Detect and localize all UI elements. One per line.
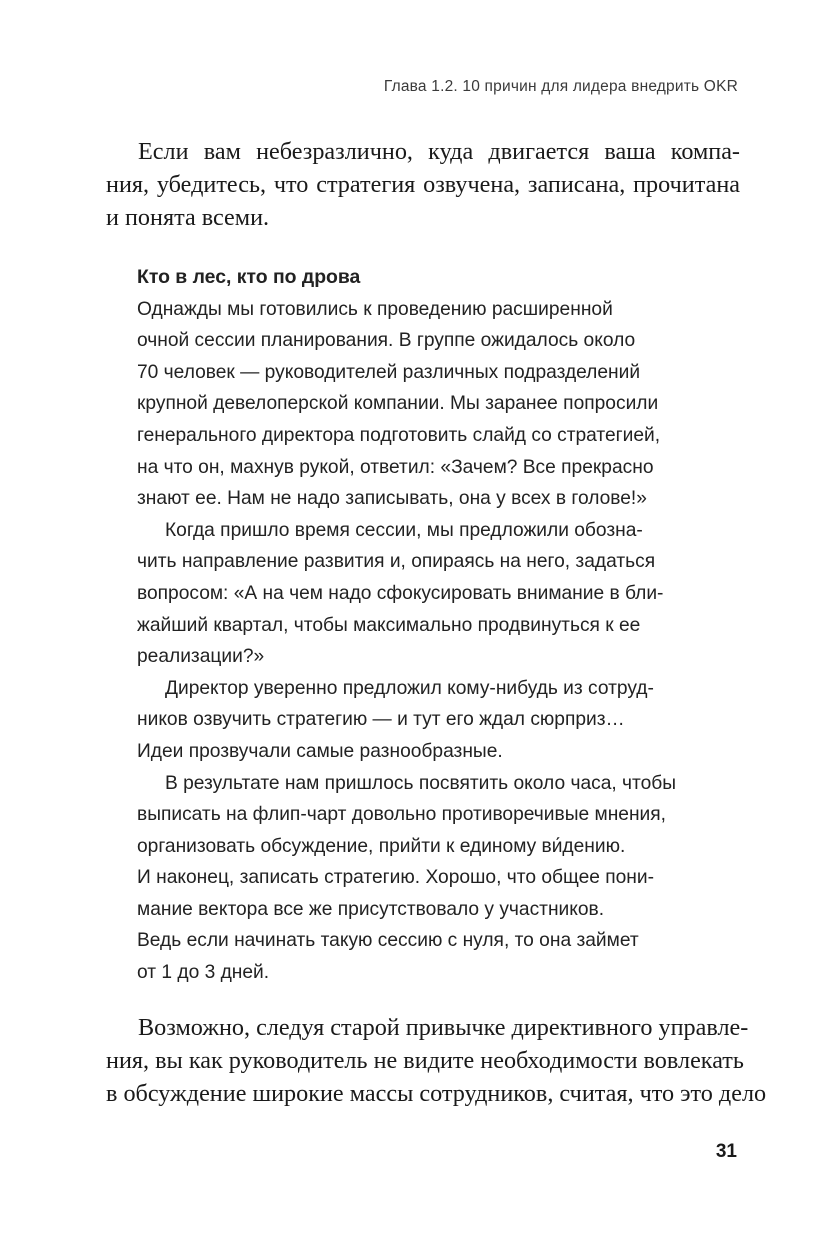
case-line: генерального директора подготовить слайд со стратегией, — [137, 424, 661, 446]
case-line: ников озвучить стратегию — и тут его ждал сюрприз… — [137, 709, 625, 731]
case-line: мание вектора все же присутствовало у участников. — [137, 898, 605, 920]
case-line: Ведь если начинать такую сессию с нуля, то она займет — [137, 930, 639, 952]
closing-paragraph — [106, 1011, 767, 1110]
case-line: Идеи прозвучали самые разнообразные. — [137, 740, 503, 762]
case-line: И наконец, записать стратегию. Хорошо, что общее пони- — [137, 867, 655, 889]
closing-line: Возможно, следуя старой привычке директивного управле- — [138, 1014, 749, 1041]
running-header: Глава 1.2. 10 причин для лидера внедрить OKR — [383, 78, 738, 95]
case-line: Когда пришло время сессии, мы предложили обозна- — [165, 519, 643, 541]
case-line: знают ее. Нам не надо записывать, она у всех в голове!» — [137, 488, 647, 510]
case-line: вопросом: «А на чем надо сфокусировать внимание в бли- — [137, 582, 664, 604]
case-study-title: Кто в лес, кто по дрова — [137, 266, 361, 288]
case-line: В результате нам пришлось посвятить около часа, чтобы — [165, 772, 677, 794]
closing-line: в обсуждение широкие массы сотрудников, считая, что это дело — [106, 1080, 767, 1107]
page-number: 31 — [715, 1141, 737, 1162]
case-line: крупной девелоперской компании. Мы заранее попросили — [137, 393, 659, 415]
intro-line: Если вам небезразлично, куда двигается ваша компа- — [138, 138, 740, 165]
case-study-box — [137, 262, 738, 989]
case-line: выписать на флип-чарт довольно противоречивые мнения, — [137, 804, 666, 826]
case-line: от 1 до 3 дней. — [137, 962, 270, 984]
intro-paragraph — [106, 135, 740, 234]
case-line: очной сессии планирования. В группе ожидалось около — [137, 330, 636, 352]
case-line: чить направление развития и, опираясь на него, задаться — [137, 551, 656, 573]
case-line: реализации?» — [137, 646, 265, 668]
intro-line: ния, убедитесь, что стратегия озвучена, записана, прочитана — [106, 171, 740, 198]
closing-line: ния, вы как руководитель не видите необходимости вовлекать — [106, 1047, 744, 1074]
case-line: на что он, махнув рукой, ответил: «Зачем? Все прекрасно — [137, 456, 654, 478]
case-line: 70 человек — руководителей различных подразделений — [137, 361, 641, 383]
case-line: организовать обсуждение, прийти к единому ви́дению. — [137, 835, 626, 857]
case-line: Однажды мы готовились к проведению расширенной — [137, 298, 613, 320]
intro-line: и понята всеми. — [106, 204, 270, 231]
case-line: жайший квартал, чтобы максимально продвинуться к ее — [137, 614, 641, 636]
case-line: Директор уверенно предложил кому-нибудь из сотруд- — [165, 677, 654, 699]
